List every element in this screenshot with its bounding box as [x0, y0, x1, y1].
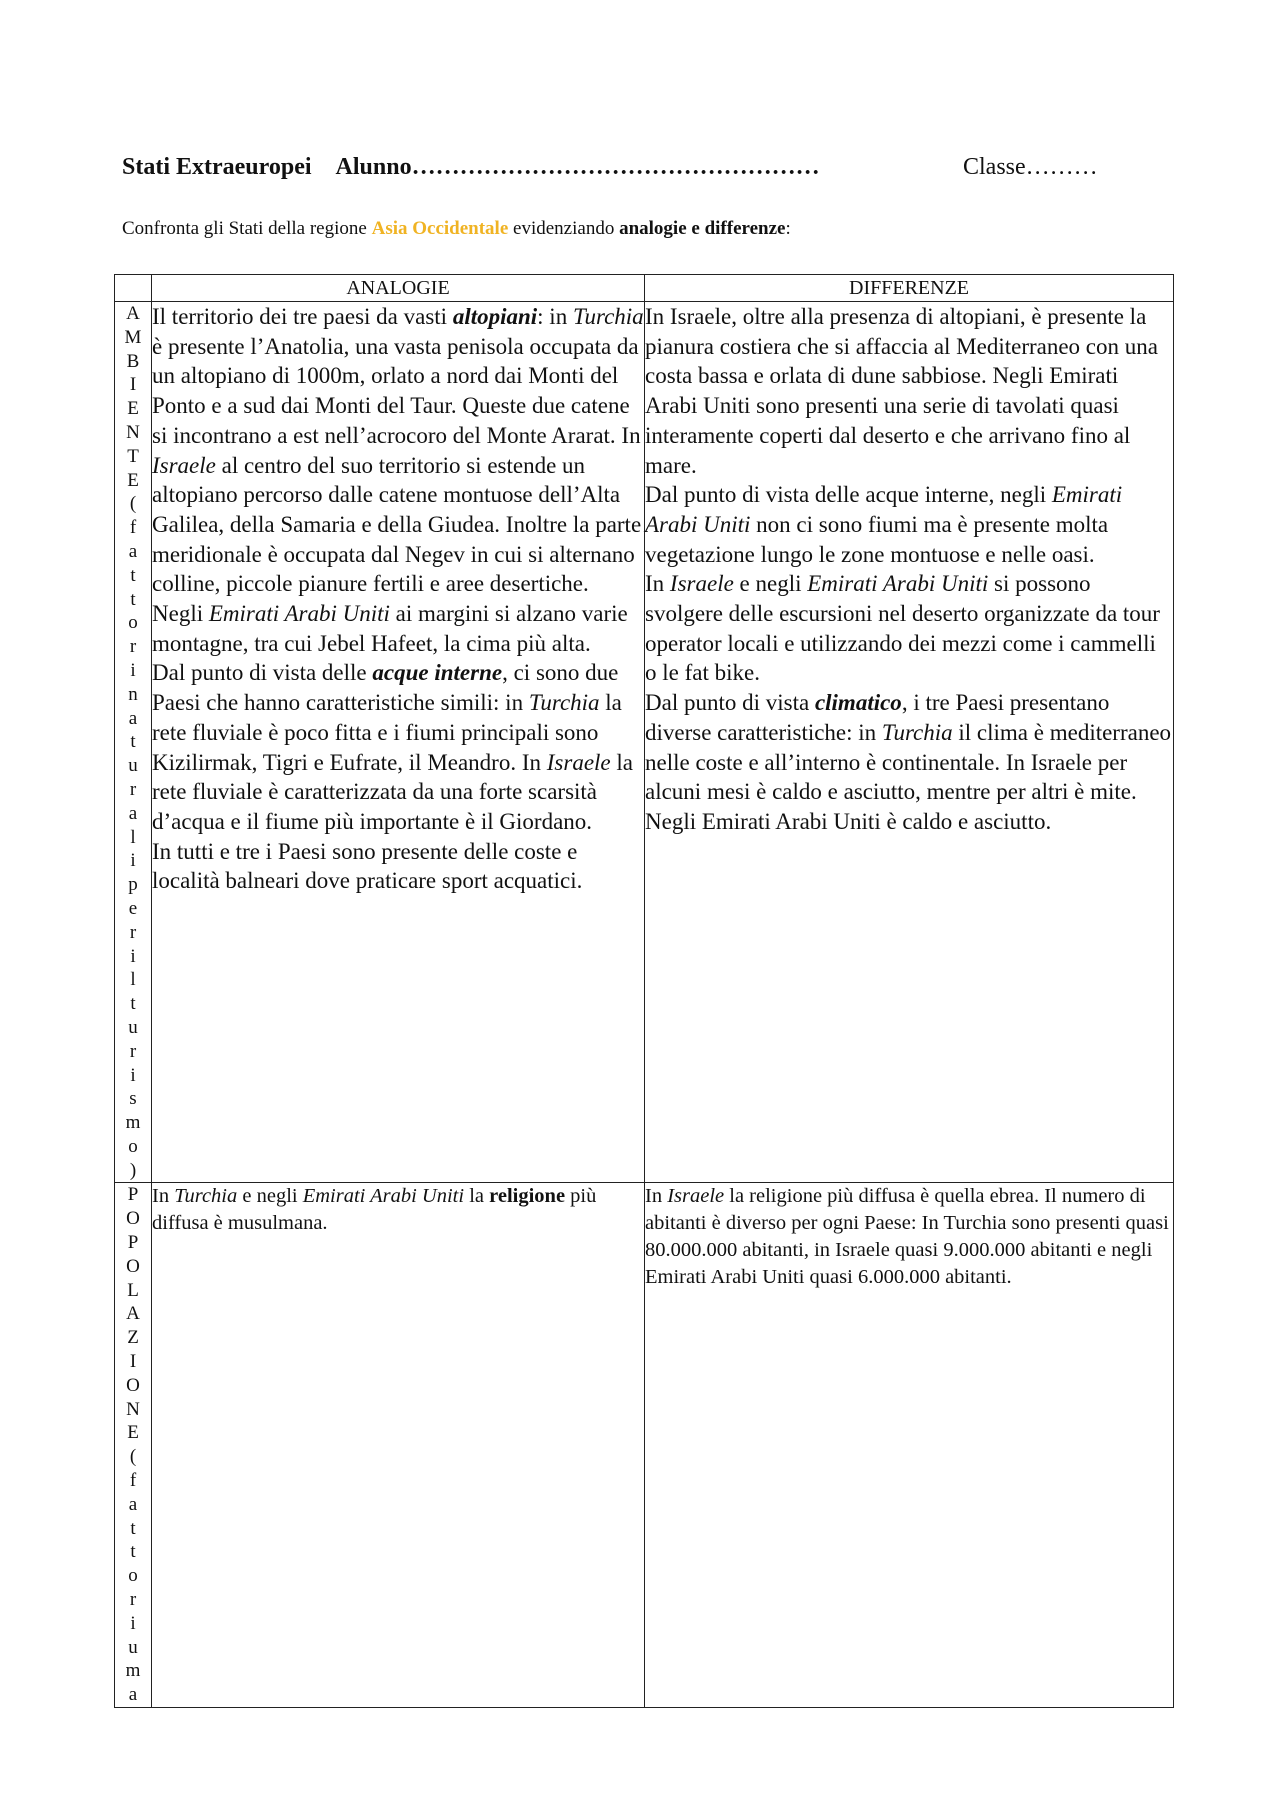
side-label-letter: E: [127, 1422, 139, 1444]
side-label-letter: o: [128, 1565, 138, 1587]
text-run: In: [152, 1185, 175, 1208]
side-label-letter: T: [127, 445, 139, 467]
alunno-name-blank: ……………………………………………: [411, 154, 820, 180]
side-label-letter: i: [130, 659, 136, 681]
side-label-letter: l: [130, 826, 136, 848]
text-run: si possono svolgere delle escursioni nel deserto organizzate da tour operator locali e utilizzando dei mezzi come i cammelli o le fat bike.: [645, 571, 1160, 686]
side-label-letter: Z: [127, 1327, 139, 1349]
instruction-emphasis: analogie e differenze: [619, 218, 786, 239]
text-run: la rete fluviale è poco fitta e i fiumi principali sono Kizilirmak, Tigri e Eufrate, il Meandro. In: [152, 690, 622, 775]
side-label-letter: p: [128, 874, 138, 896]
text-run: e negli: [237, 1185, 303, 1208]
corner-cell: [115, 275, 152, 302]
cell-paragraph: [152, 302, 644, 658]
cell-paragraph: [645, 569, 1173, 688]
side-label-letter: s: [129, 1088, 137, 1110]
text-run: religione: [489, 1185, 566, 1208]
cell-paragraph: [152, 837, 644, 896]
header-differenze: DIFFERENZE: [645, 275, 1174, 302]
cell-paragraph: [645, 480, 1173, 569]
text-run: In Israele, oltre alla presenza di altopiani, è presente la pianura costiera che si affaccia al Mediterraneo con una costa bassa e orlata di dune sabbiose. Negli Emirati Arabi Uniti sono presenti una serie di tavolati quasi interamente coperti dal deserto e che arrivano fino al mare.: [645, 304, 1158, 478]
classe-blank: ………: [1025, 154, 1098, 180]
side-label-letter: f: [129, 1470, 137, 1492]
side-label-letter: t: [130, 588, 136, 610]
side-label-letter: f: [129, 517, 137, 539]
cell-paragraph: [645, 302, 1173, 480]
side-label-letter: o: [128, 612, 138, 634]
side-label-letter: m: [125, 1112, 141, 1134]
text-run: non ci sono fiumi ma è presente molta vegetazione lungo le zone montuose e nelle oasi.: [645, 511, 1109, 567]
text-run: più diffusa è musulmana.: [152, 1185, 597, 1235]
side-label-letter: t: [130, 1517, 136, 1539]
table-row-popolazione: [115, 1183, 1174, 1708]
text-run: la religione più diffusa è quella ebrea. Il numero di abitanti è diverso per ogni Paese: In Turchia sono presenti quasi 80.000.000 abitanti, in Israele quasi 9.000.000 abitanti e negli Emirati Arabi Uniti quasi 6.000.000 abitanti.: [645, 1185, 1169, 1289]
side-label-letter: O: [126, 1255, 140, 1277]
side-label-letter: a: [128, 1684, 138, 1706]
text-run: Israele: [546, 749, 611, 775]
side-label-letter: t: [130, 564, 136, 586]
text-run: è presente l’Anatolia, una vasta penisola occupata da un altopiano di 1000m, orlato a nord dai Monti del Ponto e a sud dai Monti del Taur. Queste due catene si incontrano a est nell’acrocoro del Monte Ararat. In: [152, 333, 641, 448]
text-run: il clima è mediterraneo nelle coste e all’interno è continentale. In Israele per alcuni mesi è caldo e asciutto, mentre per altri è mite. Negli Emirati Arabi Uniti è caldo e asciutto.: [645, 719, 1172, 834]
text-run: acque interne: [372, 660, 503, 686]
side-label-letter: P: [127, 1184, 139, 1206]
text-run: Emirati Arabi Uniti: [807, 571, 989, 597]
text-run: In tutti e tre i Paesi sono presente delle coste e località balneari dove praticare sport acquatici.: [152, 838, 583, 894]
text-run: Emirati Arabi Uniti: [645, 482, 1123, 537]
side-label-letter: u: [128, 1636, 138, 1658]
text-run: In: [645, 1185, 668, 1208]
instruction-text: :: [785, 218, 791, 239]
side-label-letter: E: [127, 398, 139, 420]
text-run: Turchia: [528, 690, 600, 716]
side-label-letter: M: [124, 326, 142, 348]
analogie-ambiente-cell: [152, 302, 645, 1183]
text-run: Emirati Arabi Uniti: [302, 1185, 465, 1208]
side-label-letter: r: [129, 1040, 137, 1062]
side-label-letter: i: [130, 1612, 136, 1634]
cell-paragraph: [645, 688, 1173, 837]
text-run: Il territorio dei tre paesi da vasti: [152, 304, 453, 329]
side-label-letter: B: [126, 350, 140, 372]
side-label-popolazione: [115, 1183, 152, 1708]
text-run: Israele: [667, 1185, 725, 1208]
text-run: : in: [537, 304, 573, 329]
side-label-letter: A: [126, 303, 140, 324]
side-label-letter: a: [128, 1493, 138, 1515]
instruction-text: Confronta gli Stati della regione: [122, 218, 372, 239]
side-label-letter: O: [126, 1208, 140, 1230]
alunno-label: Alunno: [335, 154, 412, 180]
text-run: Emirati Arabi Uniti: [208, 601, 390, 627]
text-run: Dal punto di vista: [645, 690, 815, 716]
text-run: Dal punto di vista delle: [152, 660, 373, 686]
side-label-letter: o: [128, 1135, 138, 1157]
text-run: Israele: [669, 571, 734, 597]
side-label-letter: a: [128, 540, 138, 562]
classe-label: Classe: [963, 154, 1026, 180]
table-header-row: [115, 275, 1174, 302]
differenze-popolazione-cell: [645, 1183, 1174, 1708]
worksheet-header: [122, 154, 1098, 181]
side-label-letter: L: [127, 1279, 139, 1301]
side-label-letter: A: [126, 1303, 140, 1325]
side-label-letter: i: [130, 1064, 136, 1086]
side-label-letter: r: [129, 921, 137, 943]
text-run: In: [645, 571, 670, 597]
differenze-ambiente-cell: [645, 302, 1174, 1183]
text-run: Dal punto di vista delle acque interne, negli: [645, 482, 1052, 508]
side-label-letter: u: [128, 755, 138, 777]
cell-paragraph: [645, 1183, 1173, 1291]
text-run: altopiani: [452, 304, 538, 329]
side-label-letter: E: [127, 469, 139, 491]
region-highlight: Asia Occidentale: [371, 218, 509, 239]
worksheet-title: Stati Extraeuropei: [122, 154, 312, 180]
side-label-letter: t: [130, 731, 136, 753]
side-label-letter: P: [127, 1232, 139, 1254]
header-analogie: ANALOGIE: [152, 275, 645, 302]
side-label-letter: O: [126, 1374, 140, 1396]
classe-field: [963, 154, 1098, 181]
side-label-letter: N: [126, 421, 140, 443]
side-label-letter: t: [130, 1541, 136, 1563]
side-label-letter: t: [130, 993, 136, 1015]
side-label-letter: N: [126, 1398, 140, 1420]
text-run: Turchia: [881, 719, 953, 745]
text-run: e negli: [733, 571, 808, 597]
text-run: ai margini si alzano varie montagne, tra cui Jebel Hafeet, la cima più alta.: [152, 601, 628, 656]
side-label-letter: e: [128, 897, 138, 919]
comparison-table: [114, 274, 1174, 1708]
side-label-letter: r: [129, 636, 137, 658]
side-label-letter: r: [129, 1589, 137, 1611]
instruction-text: evidenziando: [508, 218, 620, 239]
side-label-letter: ): [129, 1159, 137, 1181]
side-label-letter: I: [129, 374, 137, 396]
cell-paragraph: [152, 658, 644, 836]
instruction-line: [122, 218, 791, 240]
side-label-letter: i: [130, 945, 136, 967]
text-run: , ci sono due Paesi che hanno caratteristiche simili: in: [152, 660, 619, 716]
text-run: la rete fluviale è caratterizzata da una forte scarsità d’acqua e il fiume più importante è il Giordano.: [152, 749, 633, 834]
table-row-ambiente: [115, 302, 1174, 1183]
text-run: al centro del suo territorio si estende un altopiano percorso dalle catene montuose dell’Alta Galilea, della Samaria e della Giudea. Inoltre la parte meridionale è occupata dal Negev in cui si alternano colline, piccole pianure fertili e aree desertiche. Negli: [152, 452, 642, 627]
side-label-letter: (: [129, 493, 137, 515]
cell-paragraph: [152, 1183, 644, 1237]
side-label-letter: I: [129, 1351, 137, 1373]
text-run: Turchia: [174, 1185, 238, 1208]
text-run: climatico: [814, 690, 902, 716]
text-run: Turchia: [572, 304, 644, 329]
side-label-ambiente: [115, 302, 152, 1183]
side-label-letter: u: [128, 1016, 138, 1038]
text-run: Israele: [152, 452, 216, 478]
side-label-letter: r: [129, 778, 137, 800]
side-label-letter: a: [128, 707, 138, 729]
side-label-letter: n: [128, 683, 138, 705]
side-label-letter: m: [125, 1660, 141, 1682]
text-run: , i tre Paesi presentano diverse caratteristiche: in: [645, 690, 1110, 745]
analogie-popolazione-cell: [152, 1183, 645, 1708]
side-label-letter: l: [130, 969, 136, 991]
side-label-letter: a: [128, 802, 138, 824]
text-run: la: [464, 1185, 490, 1208]
side-label-letter: (: [129, 1446, 137, 1468]
side-label-letter: i: [130, 850, 136, 872]
